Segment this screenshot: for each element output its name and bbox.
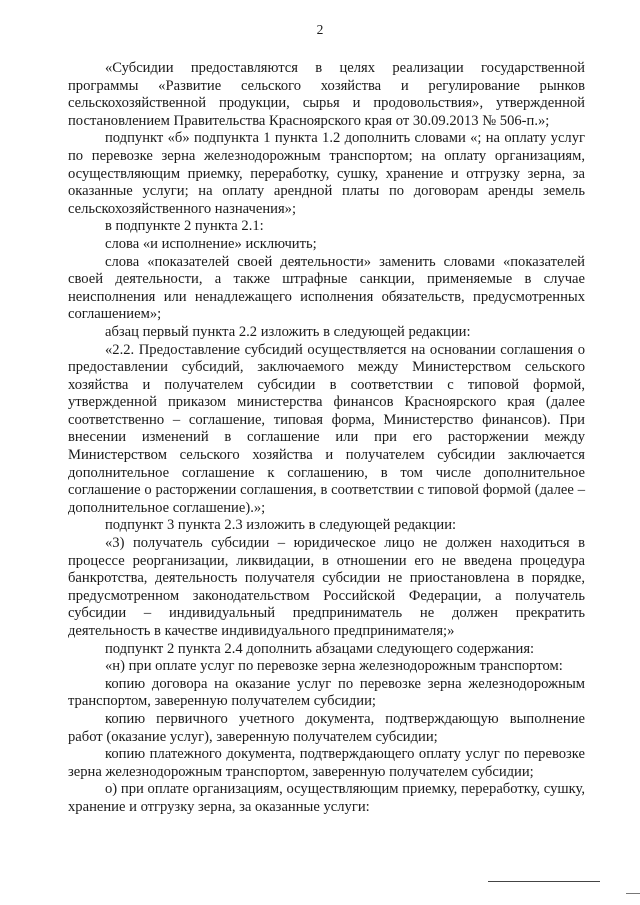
paragraph-2-2-intro: абзац первый пункта 2.2 изложить в следующей редакции: bbox=[105, 323, 471, 340]
paragraph-remove-words: слова «и исполнение» исключить; bbox=[105, 235, 317, 252]
paragraph-2-3-intro: подпункт 3 пункта 2.3 изложить в следующей редакции: bbox=[105, 517, 457, 534]
paragraph-2-3-text: «3) получатель субсидии – юридическое лицо не должен находиться в процессе реорганизации, ликвидации, в отношении его не введена процедура банкротства, деятельность получателя субсидии не приостановлена в порядке, предусмотренном законодательством Российской Федерации, а получатель субсидии – индивидуальный предприниматель не должен прекратить деятельность в качестве индивидуального предпринимателя;» bbox=[68, 535, 585, 639]
scan-edge-mark bbox=[626, 893, 640, 894]
paragraph-primary-document-copy: копию первичного учетного документа, подтверждающую выполнение работ (оказание услуг), заверенную получателем субсидии; bbox=[68, 710, 585, 745]
paragraph-subsidy-purpose: «Субсидии предоставляются в целях реализации государственной программы «Развитие сельского хозяйства и регулирование рынков сельскохозяйственной продукции, сырья и продовольствия», утвержденной постановлением Правительства Красноярского края от 30.09.2013 № 506-п.»; bbox=[68, 60, 585, 129]
paragraph-item-n: «н) при оплате услуг по перевозке зерна железнодорожным транспортом: bbox=[105, 658, 563, 675]
page-number: 2 bbox=[316, 22, 324, 37]
paragraph-subpoint-2-1: в подпункте 2 пункта 2.1: bbox=[105, 218, 264, 235]
paragraph-2-4-intro: подпункт 2 пункта 2.4 дополнить абзацами следующего содержания: bbox=[105, 640, 535, 657]
paragraph-payment-document-copy: копию платежного документа, подтверждающего оплату услуг по перевозке зерна железнодорожным транспортом, заверенную получателем субсидии; bbox=[68, 746, 585, 780]
paragraph-replace-words: слова «показателей своей деятельности» заменить словами «показателей своей деятельности, а также штрафные санкции, применяемые в случае неисполнения или ненадлежащего исполнения обязательств, предусмотренных соглашением»; bbox=[68, 253, 585, 323]
paragraph-2-2-text: «2.2. Предоставление субсидий осуществляется на основании соглашения о предоставлении субсидий, заключаемого между Министерством сельского хозяйства и получателем субсидии в соответствии с типовой формой, утвержденной приказом министерства финансов Красноярского края (далее соответственно – соглашение, типовая форма, Министерство финансов). При внесении изменений в соглашение или при его расторжении между Министерством сельского хозяйства и получателем субсидии заключается дополнительное соглашение к соглашению, в том числе дополнительное соглашение о расторжении соглашения, в соответствии с типовой формой (далее – дополнительное соглашение).»; bbox=[68, 341, 585, 516]
footnote-divider bbox=[488, 881, 600, 882]
document-body bbox=[68, 60, 585, 817]
paragraph-subpoint-b: подпункт «б» подпункта 1 пункта 1.2 дополнить словами «; на оплату услуг по перевозке зерна железнодорожным транспортом; на оплату организациям, осуществляющим приемку, переработку, сушку, хранение и отгрузку зерна, за оказанные услуги; на оплату арендной платы по договорам аренды земель сельскохозяйственного назначения»; bbox=[68, 130, 585, 217]
paragraph-item-o: о) при оплате организациям, осуществляющим приемку, переработку, сушку, хранение и отгрузку зерна, за оказанные услуги: bbox=[68, 781, 585, 815]
paragraph-contract-copy: копию договора на оказание услуг по перевозке зерна железнодорожным транспортом, заверенную получателем субсидии; bbox=[68, 675, 585, 710]
